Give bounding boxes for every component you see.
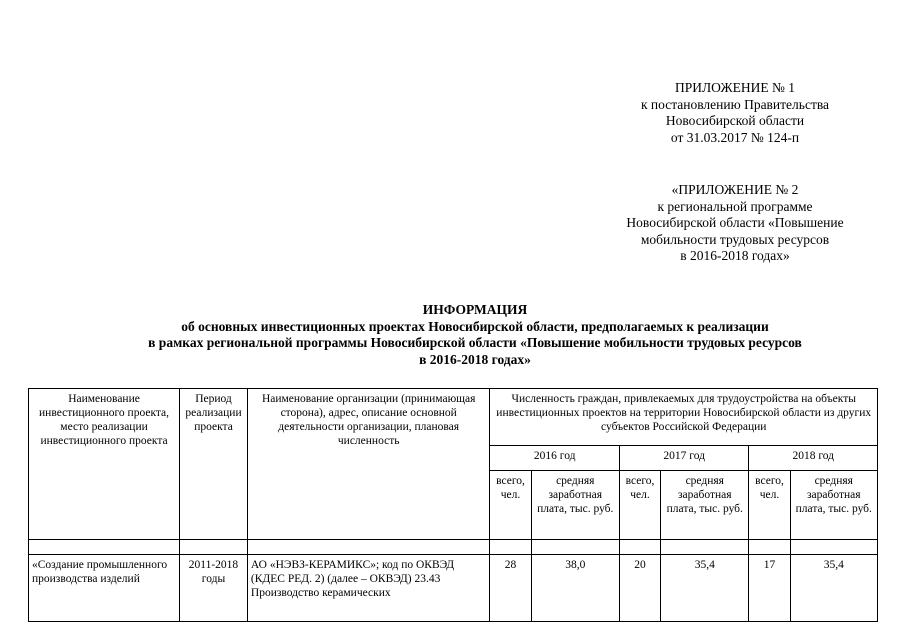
header-salary-2017: средняя заработная плата, тыс. руб.	[661, 471, 749, 540]
header-year-2018: 2018 год	[749, 446, 878, 471]
header-salary-2018: средняя заработная плата, тыс. руб.	[790, 471, 877, 540]
appendix-1-line: Новосибирской области	[665, 113, 805, 128]
header-citizens: Численность граждан, привлекаемых для трудоустройства на объекты инвестиционных проектов на территории Новосибирской области из других субъектов Российской Федерации	[490, 389, 878, 446]
appendix-1-line: к постановлению Правительства	[640, 96, 830, 112]
header-salary-2016: средняя заработная плата, тыс. руб.	[531, 471, 619, 540]
appendix-1-line: от 31.03.2017 № 124-п	[670, 129, 800, 145]
header-period: Период реализации проекта	[180, 389, 248, 540]
header-total-2018: всего, чел.	[749, 471, 790, 540]
appendix-2-line: мобильности трудовых ресурсов	[640, 231, 830, 247]
header-project: Наименование инвестиционного проекта, место реализации инвестиционного проекта	[29, 389, 180, 540]
appendix-2-line: в 2016-2018 годах»	[680, 248, 790, 263]
header-total-2017: всего, чел.	[619, 471, 660, 540]
appendix-2-block	[600, 182, 870, 265]
header-year-2016: 2016 год	[490, 446, 620, 471]
appendix-1-block	[600, 80, 870, 146]
header-organization: Наименование организации (принимающая сторона), адрес, описание основной деятельности организации, плановая численность	[247, 389, 490, 540]
cell-total-2018: 17	[749, 555, 790, 622]
appendix-2-line: Новосибирской области «Повышение	[626, 215, 844, 230]
heading-line: в рамках региональной программы Новосибирской области «Повышение мобильности трудовых ресурсов	[148, 335, 802, 350]
cell-project: «Создание промышленного производства изделий	[29, 555, 180, 622]
appendix-2-line: «ПРИЛОЖЕНИЕ № 2	[671, 182, 799, 197]
cell-salary-2016: 38,0	[531, 555, 619, 622]
heading-title: ИНФОРМАЦИЯ	[422, 302, 528, 317]
appendix-2-line: к региональной программе	[657, 198, 813, 214]
appendix-1-line: ПРИЛОЖЕНИЕ № 1	[674, 80, 796, 95]
cell-salary-2017: 35,4	[661, 555, 749, 622]
cell-salary-2018: 35,4	[790, 555, 877, 622]
table-row	[29, 555, 878, 622]
cell-total-2016: 28	[490, 555, 531, 622]
table-spacer-row	[29, 540, 878, 555]
heading-line: об основных инвестиционных проектах Новосибирской области, предполагаемых к реализации	[181, 318, 769, 334]
document-heading	[60, 302, 890, 368]
investment-projects-table	[28, 388, 878, 622]
cell-total-2017: 20	[619, 555, 660, 622]
header-year-2017: 2017 год	[619, 446, 749, 471]
header-total-2016: всего, чел.	[490, 471, 531, 540]
cell-period: 2011-2018 годы	[180, 555, 248, 622]
heading-line: в 2016-2018 годах»	[419, 351, 531, 367]
cell-organization: АО «НЭВЗ-КЕРАМИКС»; код по ОКВЭД (КДЕС РЕД. 2) (далее – ОКВЭД) 23.43 Производство керамических	[247, 555, 490, 622]
